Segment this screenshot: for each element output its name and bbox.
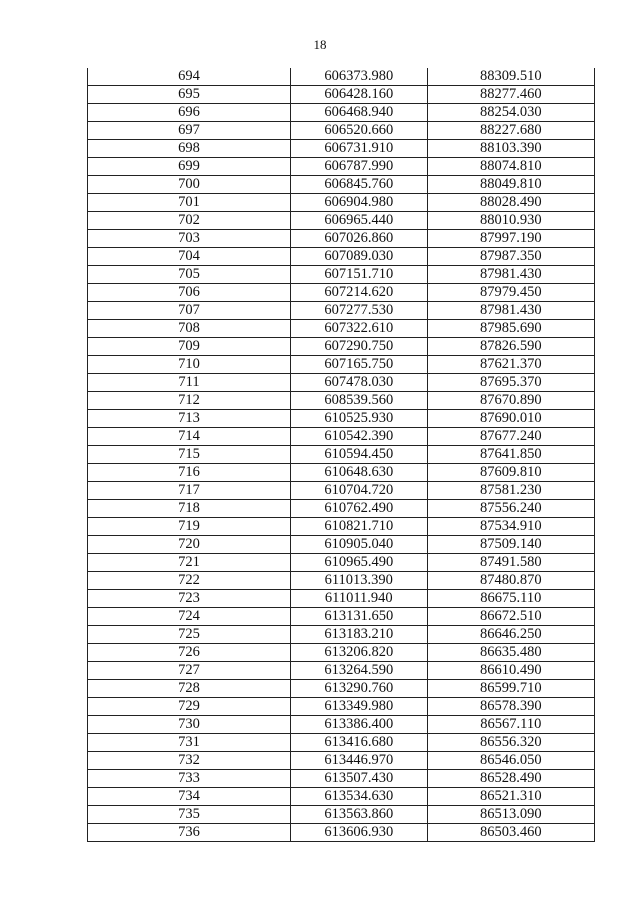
y-coordinate-cell: 87556.240 bbox=[427, 500, 594, 518]
x-coordinate-cell: 613264.590 bbox=[290, 662, 427, 680]
point-number-cell: 721 bbox=[88, 554, 291, 572]
point-number-cell: 706 bbox=[88, 284, 291, 302]
x-coordinate-cell: 606731.910 bbox=[290, 140, 427, 158]
table-row bbox=[88, 770, 595, 788]
x-coordinate-cell: 610762.490 bbox=[290, 500, 427, 518]
table-row bbox=[88, 626, 595, 644]
table-row bbox=[88, 572, 595, 590]
table-row bbox=[88, 680, 595, 698]
y-coordinate-cell: 88103.390 bbox=[427, 140, 594, 158]
table-row bbox=[88, 446, 595, 464]
table-row bbox=[88, 482, 595, 500]
y-coordinate-cell: 87981.430 bbox=[427, 302, 594, 320]
point-number-cell: 727 bbox=[88, 662, 291, 680]
table-row bbox=[88, 302, 595, 320]
x-coordinate-cell: 606520.660 bbox=[290, 122, 427, 140]
y-coordinate-cell: 87491.580 bbox=[427, 554, 594, 572]
table-row bbox=[88, 230, 595, 248]
table-row bbox=[88, 68, 595, 86]
page-number: 18 bbox=[313, 37, 327, 52]
x-coordinate-cell: 607478.030 bbox=[290, 374, 427, 392]
y-coordinate-cell: 87509.140 bbox=[427, 536, 594, 554]
point-number-cell: 715 bbox=[88, 446, 291, 464]
y-coordinate-cell: 86646.250 bbox=[427, 626, 594, 644]
y-coordinate-cell: 86567.110 bbox=[427, 716, 594, 734]
x-coordinate-cell: 608539.560 bbox=[290, 392, 427, 410]
x-coordinate-cell: 613386.400 bbox=[290, 716, 427, 734]
x-coordinate-cell: 610905.040 bbox=[290, 536, 427, 554]
table-row bbox=[88, 518, 595, 536]
y-coordinate-cell: 88074.810 bbox=[427, 158, 594, 176]
point-number-cell: 734 bbox=[88, 788, 291, 806]
y-coordinate-cell: 86599.710 bbox=[427, 680, 594, 698]
x-coordinate-cell: 613606.930 bbox=[290, 824, 427, 842]
y-coordinate-cell: 86672.510 bbox=[427, 608, 594, 626]
x-coordinate-cell: 606965.440 bbox=[290, 212, 427, 230]
point-number-cell: 700 bbox=[88, 176, 291, 194]
y-coordinate-cell: 86503.460 bbox=[427, 824, 594, 842]
point-number-cell: 726 bbox=[88, 644, 291, 662]
point-number-cell: 722 bbox=[88, 572, 291, 590]
x-coordinate-cell: 610594.450 bbox=[290, 446, 427, 464]
point-number-cell: 731 bbox=[88, 734, 291, 752]
coordinates-table bbox=[87, 68, 595, 842]
x-coordinate-cell: 607165.750 bbox=[290, 356, 427, 374]
point-number-cell: 699 bbox=[88, 158, 291, 176]
point-number-cell: 711 bbox=[88, 374, 291, 392]
table-row bbox=[88, 122, 595, 140]
table-row bbox=[88, 194, 595, 212]
x-coordinate-cell: 613206.820 bbox=[290, 644, 427, 662]
point-number-cell: 714 bbox=[88, 428, 291, 446]
table-row bbox=[88, 176, 595, 194]
point-number-cell: 729 bbox=[88, 698, 291, 716]
y-coordinate-cell: 87981.430 bbox=[427, 266, 594, 284]
x-coordinate-cell: 607277.530 bbox=[290, 302, 427, 320]
y-coordinate-cell: 87677.240 bbox=[427, 428, 594, 446]
x-coordinate-cell: 611011.940 bbox=[290, 590, 427, 608]
x-coordinate-cell: 613183.210 bbox=[290, 626, 427, 644]
x-coordinate-cell: 613446.970 bbox=[290, 752, 427, 770]
table-row bbox=[88, 338, 595, 356]
x-coordinate-cell: 610704.720 bbox=[290, 482, 427, 500]
y-coordinate-cell: 87987.350 bbox=[427, 248, 594, 266]
point-number-cell: 709 bbox=[88, 338, 291, 356]
table-row bbox=[88, 698, 595, 716]
point-number-cell: 718 bbox=[88, 500, 291, 518]
x-coordinate-cell: 607322.610 bbox=[290, 320, 427, 338]
point-number-cell: 695 bbox=[88, 86, 291, 104]
x-coordinate-cell: 607089.030 bbox=[290, 248, 427, 266]
y-coordinate-cell: 87997.190 bbox=[427, 230, 594, 248]
x-coordinate-cell: 606468.940 bbox=[290, 104, 427, 122]
table-row bbox=[88, 752, 595, 770]
x-coordinate-cell: 613290.760 bbox=[290, 680, 427, 698]
y-coordinate-cell: 87480.870 bbox=[427, 572, 594, 590]
point-number-cell: 694 bbox=[88, 68, 291, 86]
table-row bbox=[88, 284, 595, 302]
x-coordinate-cell: 610821.710 bbox=[290, 518, 427, 536]
table-row bbox=[88, 158, 595, 176]
table-row bbox=[88, 608, 595, 626]
y-coordinate-cell: 88277.460 bbox=[427, 86, 594, 104]
y-coordinate-cell: 86513.090 bbox=[427, 806, 594, 824]
table-row bbox=[88, 356, 595, 374]
x-coordinate-cell: 610525.930 bbox=[290, 410, 427, 428]
point-number-cell: 698 bbox=[88, 140, 291, 158]
point-number-cell: 702 bbox=[88, 212, 291, 230]
point-number-cell: 724 bbox=[88, 608, 291, 626]
table-row bbox=[88, 392, 595, 410]
point-number-cell: 697 bbox=[88, 122, 291, 140]
y-coordinate-cell: 87695.370 bbox=[427, 374, 594, 392]
table-row bbox=[88, 140, 595, 158]
point-number-cell: 717 bbox=[88, 482, 291, 500]
x-coordinate-cell: 606373.980 bbox=[290, 68, 427, 86]
x-coordinate-cell: 613507.430 bbox=[290, 770, 427, 788]
table-row bbox=[88, 644, 595, 662]
x-coordinate-cell: 607151.710 bbox=[290, 266, 427, 284]
y-coordinate-cell: 87985.690 bbox=[427, 320, 594, 338]
table-row bbox=[88, 806, 595, 824]
y-coordinate-cell: 86546.050 bbox=[427, 752, 594, 770]
point-number-cell: 696 bbox=[88, 104, 291, 122]
point-number-cell: 704 bbox=[88, 248, 291, 266]
table-row bbox=[88, 788, 595, 806]
y-coordinate-cell: 87609.810 bbox=[427, 464, 594, 482]
point-number-cell: 708 bbox=[88, 320, 291, 338]
table-row bbox=[88, 464, 595, 482]
x-coordinate-cell: 613349.980 bbox=[290, 698, 427, 716]
point-number-cell: 733 bbox=[88, 770, 291, 788]
point-number-cell: 712 bbox=[88, 392, 291, 410]
y-coordinate-cell: 87641.850 bbox=[427, 446, 594, 464]
table-row bbox=[88, 410, 595, 428]
x-coordinate-cell: 610965.490 bbox=[290, 554, 427, 572]
table-row bbox=[88, 536, 595, 554]
x-coordinate-cell: 613131.650 bbox=[290, 608, 427, 626]
table-row bbox=[88, 104, 595, 122]
y-coordinate-cell: 86528.490 bbox=[427, 770, 594, 788]
y-coordinate-cell: 88254.030 bbox=[427, 104, 594, 122]
point-number-cell: 732 bbox=[88, 752, 291, 770]
y-coordinate-cell: 86635.480 bbox=[427, 644, 594, 662]
y-coordinate-cell: 86675.110 bbox=[427, 590, 594, 608]
x-coordinate-cell: 613534.630 bbox=[290, 788, 427, 806]
point-number-cell: 716 bbox=[88, 464, 291, 482]
x-coordinate-cell: 613416.680 bbox=[290, 734, 427, 752]
table-row bbox=[88, 716, 595, 734]
y-coordinate-cell: 87690.010 bbox=[427, 410, 594, 428]
y-coordinate-cell: 87534.910 bbox=[427, 518, 594, 536]
y-coordinate-cell: 87979.450 bbox=[427, 284, 594, 302]
point-number-cell: 725 bbox=[88, 626, 291, 644]
table-row bbox=[88, 824, 595, 842]
x-coordinate-cell: 611013.390 bbox=[290, 572, 427, 590]
y-coordinate-cell: 86610.490 bbox=[427, 662, 594, 680]
point-number-cell: 723 bbox=[88, 590, 291, 608]
y-coordinate-cell: 86578.390 bbox=[427, 698, 594, 716]
point-number-cell: 703 bbox=[88, 230, 291, 248]
y-coordinate-cell: 88010.930 bbox=[427, 212, 594, 230]
point-number-cell: 710 bbox=[88, 356, 291, 374]
table-row bbox=[88, 86, 595, 104]
point-number-cell: 707 bbox=[88, 302, 291, 320]
point-number-cell: 720 bbox=[88, 536, 291, 554]
x-coordinate-cell: 606904.980 bbox=[290, 194, 427, 212]
y-coordinate-cell: 88309.510 bbox=[427, 68, 594, 86]
y-coordinate-cell: 87670.890 bbox=[427, 392, 594, 410]
table-row bbox=[88, 374, 595, 392]
x-coordinate-cell: 610542.390 bbox=[290, 428, 427, 446]
y-coordinate-cell: 88028.490 bbox=[427, 194, 594, 212]
x-coordinate-cell: 606787.990 bbox=[290, 158, 427, 176]
point-number-cell: 736 bbox=[88, 824, 291, 842]
x-coordinate-cell: 610648.630 bbox=[290, 464, 427, 482]
table-row bbox=[88, 266, 595, 284]
table-row bbox=[88, 248, 595, 266]
table-row bbox=[88, 662, 595, 680]
point-number-cell: 735 bbox=[88, 806, 291, 824]
table-row bbox=[88, 734, 595, 752]
point-number-cell: 730 bbox=[88, 716, 291, 734]
y-coordinate-cell: 87826.590 bbox=[427, 338, 594, 356]
table-row bbox=[88, 500, 595, 518]
y-coordinate-cell: 87581.230 bbox=[427, 482, 594, 500]
x-coordinate-cell: 607290.750 bbox=[290, 338, 427, 356]
y-coordinate-cell: 87621.370 bbox=[427, 356, 594, 374]
y-coordinate-cell: 86521.310 bbox=[427, 788, 594, 806]
table-row bbox=[88, 590, 595, 608]
point-number-cell: 701 bbox=[88, 194, 291, 212]
x-coordinate-cell: 613563.860 bbox=[290, 806, 427, 824]
table-row bbox=[88, 428, 595, 446]
x-coordinate-cell: 606845.760 bbox=[290, 176, 427, 194]
point-number-cell: 705 bbox=[88, 266, 291, 284]
y-coordinate-cell: 88049.810 bbox=[427, 176, 594, 194]
x-coordinate-cell: 606428.160 bbox=[290, 86, 427, 104]
y-coordinate-cell: 88227.680 bbox=[427, 122, 594, 140]
point-number-cell: 728 bbox=[88, 680, 291, 698]
table-row bbox=[88, 320, 595, 338]
table-row bbox=[88, 554, 595, 572]
point-number-cell: 713 bbox=[88, 410, 291, 428]
coordinates-table-body bbox=[88, 68, 595, 842]
x-coordinate-cell: 607214.620 bbox=[290, 284, 427, 302]
y-coordinate-cell: 86556.320 bbox=[427, 734, 594, 752]
point-number-cell: 719 bbox=[88, 518, 291, 536]
table-row bbox=[88, 212, 595, 230]
x-coordinate-cell: 607026.860 bbox=[290, 230, 427, 248]
